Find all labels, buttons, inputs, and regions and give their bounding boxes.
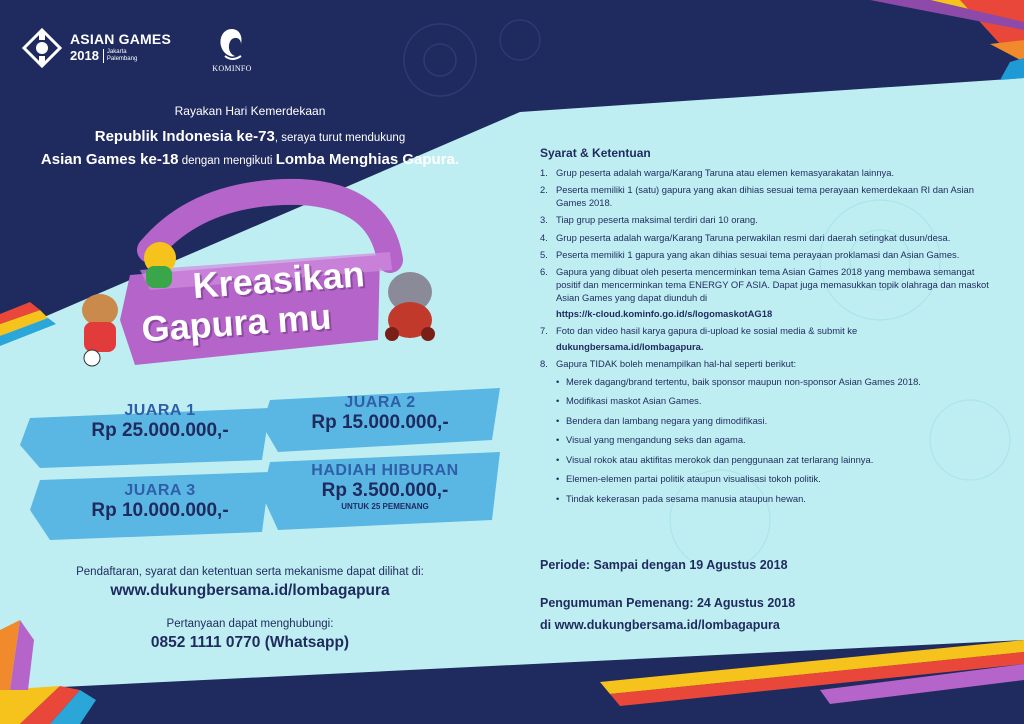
announcement-date: Pengumuman Pemenang: 24 Agustus 2018 [540, 596, 796, 610]
terms-item-text [556, 324, 995, 353]
prohibited-text: Visual rokok atau aktifitas merokok dan penggunaan zat terlarang lainnya. [566, 453, 874, 465]
bullet-icon: • [556, 414, 560, 426]
terms-item-text: Grup peserta adalah warga/Karang Taruna atau elemen kemasyarakatan lainnya. [556, 167, 895, 178]
terms-item [540, 213, 995, 226]
mascot-download-link[interactable]: https://k-cloud.kominfo.go.id/s/logomaskotAG18 [556, 307, 773, 319]
prize-hadiah-hiburan [280, 462, 490, 511]
banner-line-1: Kreasikan [191, 253, 366, 307]
announcement-url[interactable]: di www.dukungbersama.id/lombagapura [540, 618, 780, 632]
terms-item-number: 5. [540, 248, 548, 260]
prohibited-item [556, 492, 995, 505]
asian-games-year: 2018 [70, 48, 99, 63]
contact-phone[interactable]: 0852 1111 0770 (Whatsapp) [150, 634, 350, 651]
prize-juara-1 [60, 402, 260, 442]
terms-item-number: 7. [540, 325, 548, 337]
prohibited-item [556, 414, 995, 427]
terms-item [540, 248, 995, 261]
prohibited-item [556, 433, 995, 446]
terms-title: Syarat & Ketentuan [540, 146, 651, 160]
terms-item [540, 357, 995, 370]
prohibited-text: Elemen-elemen partai politik ataupun visualisasi tokoh politik. [566, 473, 821, 484]
banner-headline [137, 254, 368, 350]
intro-line-1: Rayakan Hari Kemerdekaan [174, 104, 326, 118]
bullet-icon: • [556, 492, 560, 504]
prize-label: HADIAH HIBURAN [311, 462, 459, 479]
intro-text [20, 104, 480, 172]
intro-line-3-bold-2: Lomba Menghias Gapura. [275, 151, 460, 168]
kominfo-logo [202, 26, 262, 73]
prohibited-text: Modifikasi maskot Asian Games. [566, 395, 702, 406]
terms-item-number: 8. [540, 358, 548, 370]
asian-games-text [70, 31, 171, 65]
bullet-icon: • [556, 375, 560, 387]
prohibited-item [556, 394, 995, 407]
prohibited-text: Visual yang mengandung seks dan agama. [566, 434, 746, 445]
asian-games-emblem-icon [22, 28, 62, 68]
submit-link[interactable]: dukungbersama.id/lombagapura. [556, 341, 704, 353]
terms-item [540, 231, 995, 244]
prize-amount: Rp 15.000.000,- [311, 412, 449, 433]
prize-amount: Rp 3.500.000,- [321, 480, 449, 501]
terms-item-text: Tiap grup peserta maksimal terdiri dari 10 orang. [556, 214, 758, 226]
kominfo-emblem-icon [215, 26, 249, 62]
asian-games-title: ASIAN GAMES [70, 31, 171, 47]
prize-juara-2 [280, 394, 480, 434]
terms-item-body: Gapura yang dibuat oleh peserta mencerminkan tema Asian Games 2018 yang membawa semangat positif dan mencerminkan tema ENERGY OF ASIA. Dapat juga memasukkan topik olahraga dan maskot Asian Games yang dapat diunduh di [556, 265, 989, 303]
asian-games-logo [22, 28, 171, 68]
intro-line-3-mid: dengan mengikuti [178, 155, 276, 167]
bullet-icon: • [556, 395, 560, 406]
banner-line-2: Gapura mu [140, 295, 333, 350]
prohibited-list [556, 375, 995, 505]
prize-note: UNTUK 25 PEMENANG [341, 502, 429, 511]
terms-item-number: 6. [540, 265, 548, 277]
prohibited-text: Merek dagang/brand tertentu, baik sponsor maupun non-sponsor Asian Games 2018. [566, 375, 921, 387]
terms-section [540, 146, 995, 511]
terms-item-text [556, 265, 995, 320]
terms-item-text: Gapura TIDAK boleh menampilkan hal-hal seperti berikut: [556, 358, 797, 370]
terms-item-number: 1. [540, 167, 548, 178]
terms-item [540, 324, 995, 353]
terms-item-body: Foto dan video hasil karya gapura di-upload ke sosial media & submit ke [556, 325, 858, 337]
registration-text: Pendaftaran, syarat dan ketentuan serta mekanisme dapat dilihat di: [76, 566, 424, 578]
terms-item-text: Grup peserta adalah warga/Karang Taruna perwakilan resmi dari daerah setingkat dusun/desa. [556, 231, 951, 243]
intro-line-2 [20, 126, 480, 149]
prize-label: JUARA 1 [124, 402, 196, 419]
bullet-icon: • [556, 434, 560, 445]
intro-line-3 [20, 149, 480, 172]
prohibited-item [556, 453, 995, 466]
intro-line-2-bold: Republik Indonesia ke-73 [94, 128, 275, 145]
registration-url[interactable]: www.dukungbersama.id/lombagapura [110, 582, 390, 599]
announcement [540, 592, 795, 636]
terms-item [540, 183, 995, 209]
terms-item-number: 3. [540, 214, 548, 226]
registration-info [30, 566, 470, 652]
contact-text: Pertanyaan dapat menghubungi: [166, 618, 334, 630]
prohibited-text: Bendera dan lambang negara yang dimodifikasi. [566, 414, 768, 426]
periode-text: Periode: Sampai dengan 19 Agustus 2018 [540, 558, 788, 572]
prize-label: JUARA 2 [344, 394, 416, 411]
bullet-icon: • [556, 453, 560, 465]
bullet-icon: • [556, 473, 560, 484]
asian-games-city: Jakarta Palembang [103, 49, 143, 63]
terms-item [540, 166, 995, 179]
terms-item-number: 2. [540, 184, 548, 196]
prize-label: JUARA 3 [124, 482, 196, 499]
prize-amount: Rp 25.000.000,- [91, 420, 229, 441]
prohibited-item [556, 375, 995, 388]
terms-item-text: Peserta memiliki 1 (satu) gapura yang akan dihias sesuai tema perayaan kemerdekaan RI dan Asian Games 2018. [556, 184, 974, 209]
kominfo-label: KOMINFO [212, 64, 252, 73]
terms-item-number: 4. [540, 231, 548, 243]
terms-item-text: Peserta memiliki 1 gapura yang akan dihias sesuai tema perayaan proklamasi dan Asian Games. [556, 248, 960, 260]
prohibited-text: Tindak kekerasan pada sesama manusia ataupun hewan. [566, 492, 806, 504]
terms-item [540, 265, 995, 320]
prize-juara-3 [60, 482, 260, 522]
intro-line-2-rest: , seraya turut mendukung [274, 132, 406, 144]
prize-amount: Rp 10.000.000,- [91, 500, 229, 521]
intro-line-3-bold-1: Asian Games ke-18 [40, 151, 179, 168]
prohibited-item [556, 472, 995, 485]
terms-list [540, 166, 995, 370]
